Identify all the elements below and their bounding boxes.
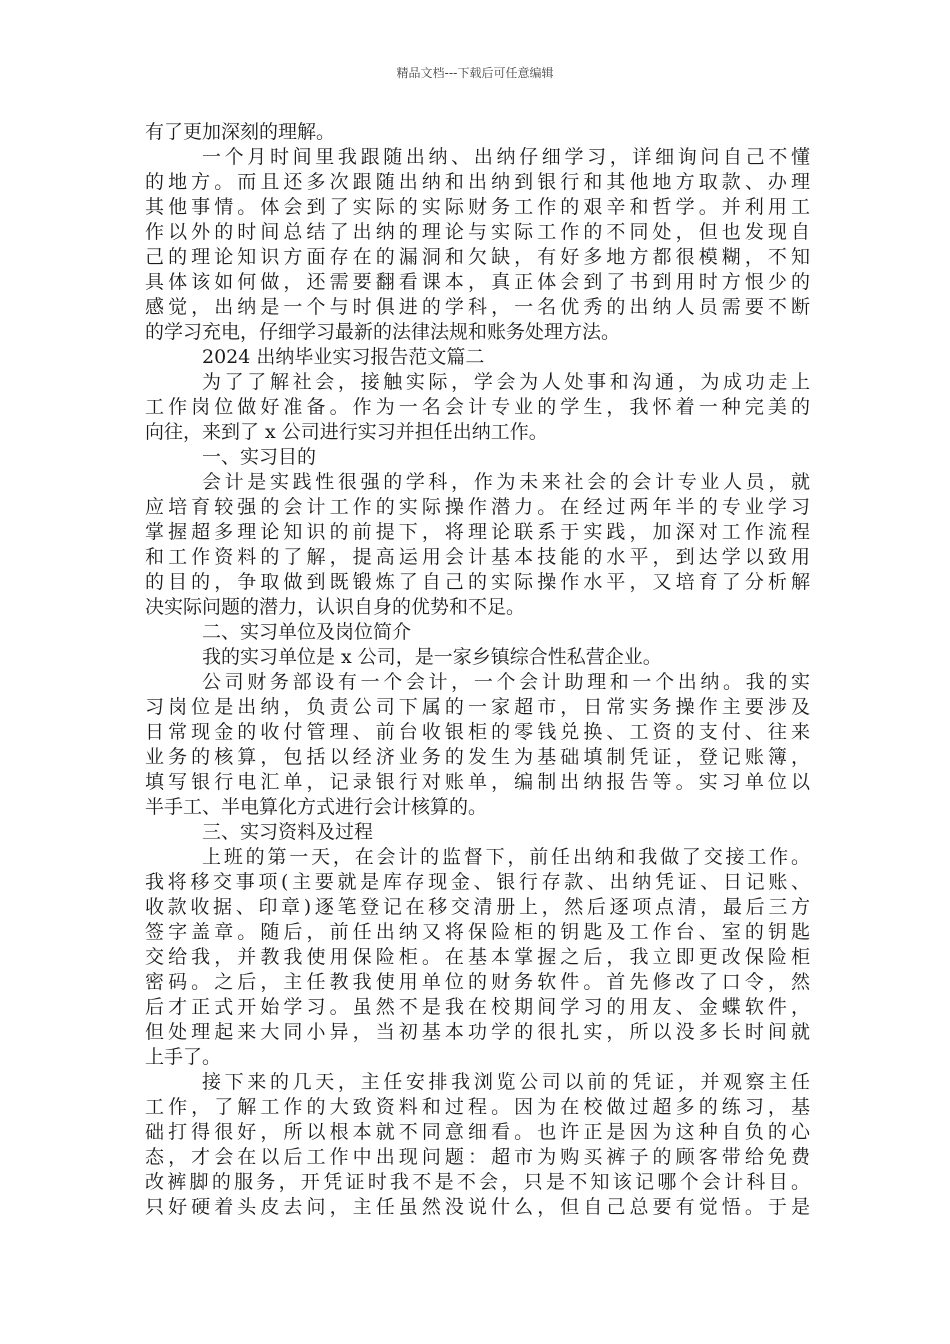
- text-line: 应培育较强的会计工作的实际操作潜力。在经过两年半的专业学习: [145, 496, 810, 518]
- text-line: 态，才会在以后工作中出现问题：超市为购买裤子的顾客带给免费: [145, 1146, 810, 1168]
- text-line: 的地方。而且还多次跟随出纳和出纳到银行和其他地方取款、办理: [145, 171, 810, 193]
- text-line: 决实际问题的潜力，认识自身的优势和不足。: [145, 596, 526, 618]
- text-line: 和工作资料的了解，提高运用会计基本技能的水平，到达学以致用: [145, 546, 810, 568]
- text-line: 会计是实践性很强的学科，作为未来社会的会计专业人员，就: [202, 471, 810, 493]
- text-line: 其他事情。体会到了实际的实际财务工作的艰辛和哲学。并利用工: [145, 196, 810, 218]
- text-line: 二、实习单位及岗位简介: [202, 621, 412, 643]
- text-line: 2024 出纳毕业实习报告范文篇二: [202, 346, 485, 368]
- text-line: 工作岗位做好准备。作为一名会计专业的学生，我怀着一种完美的: [145, 396, 810, 418]
- text-line: 上手了。: [145, 1046, 222, 1068]
- text-line: 三、实习资料及过程: [202, 821, 374, 843]
- document-body: [145, 120, 810, 1220]
- text-line: 我的实习单位是 x 公司，是一家乡镇综合性私营企业。: [202, 646, 662, 668]
- text-line: 为了了解社会，接触实际，学会为人处事和沟通，为成功走上: [202, 371, 810, 393]
- text-line: 的目的，争取做到既锻炼了自己的实际操作水平，又培育了分析解: [145, 571, 810, 593]
- text-line: 签字盖章。随后，前任出纳又将保险柜的钥匙及工作台、室的钥匙: [145, 921, 810, 943]
- text-line: 一、实习目的: [202, 446, 317, 468]
- text-line: 的学习充电，仔细学习最新的法律法规和账务处理方法。: [145, 321, 621, 343]
- text-line: 半手工、半电算化方式进行会计核算的。: [145, 796, 488, 818]
- text-line: 密码。之后，主任教我使用单位的财务软件。首先修改了口令，然: [145, 971, 810, 993]
- text-line: 后才正式开始学习。虽然不是我在校期间学习的用友、金蝶软件，: [145, 996, 810, 1018]
- text-line: 一个月时间里我跟随出纳、出纳仔细学习，详细询问自己不懂: [202, 146, 810, 168]
- text-line: 工作，了解工作的大致资料和过程。因为在校做过超多的练习，基: [145, 1096, 810, 1118]
- text-line: 但处理起来大同小异，当初基本功学的很扎实，所以没多长时间就: [145, 1021, 810, 1043]
- text-line: 接下来的几天，主任安排我浏览公司以前的凭证，并观察主任: [202, 1071, 810, 1093]
- text-line: 己的理论知识方面存在的漏洞和欠缺，有好多地方都很模糊，不知: [145, 246, 810, 268]
- text-line: 交给我，并教我使用保险柜。在基本掌握之后，我立即更改保险柜: [145, 946, 810, 968]
- text-line: 作以外的时间总结了出纳的理论与实际工作的不同处，但也发现自: [145, 221, 810, 243]
- text-line: 改裤脚的服务，开凭证时我不是不会，只是不知该记哪个会计科目。: [145, 1171, 810, 1193]
- text-line: 础打得很好，所以根本就不同意细看。也许正是因为这种自负的心: [145, 1121, 810, 1143]
- text-line: 收款收据、印章)逐笔登记在移交清册上，然后逐项点清，最后三方: [145, 896, 810, 918]
- text-line: 业务的核算，包括以经济业务的发生为基础填制凭证，登记账簿，: [145, 746, 810, 768]
- text-line: 有了更加深刻的理解。: [145, 121, 336, 143]
- text-line: 向往，来到了 x 公司进行实习并担任出纳工作。: [145, 421, 548, 443]
- text-line: 我将移交事项(主要就是库存现金、银行存款、出纳凭证、日记账、: [145, 871, 810, 893]
- text-line: 习岗位是出纳，负责公司下属的一家超市，日常实务操作主要涉及: [145, 696, 810, 718]
- text-line: 感觉，出纳是一个与时俱进的学科，一名优秀的出纳人员需要不断: [145, 296, 810, 318]
- page-header: 精品文档---下载后可任意编辑: [396, 66, 554, 80]
- text-line: 只好硬着头皮去问，主任虽然没说什么，但自己总要有觉悟。于是: [145, 1196, 810, 1218]
- text-line: 公司财务部设有一个会计，一个会计助理和一个出纳。我的实: [202, 671, 810, 693]
- text-line: 日常现金的收付管理、前台收银柜的零钱兑换、工资的支付、往来: [145, 721, 810, 743]
- text-line: 具体该如何做，还需要翻看课本，真正体会到了书到用时方恨少的: [145, 271, 810, 293]
- text-line: 上班的第一天，在会计的监督下，前任出纳和我做了交接工作。: [202, 846, 810, 868]
- text-line: 掌握超多理论知识的前提下，将理论联系于实践，加深对工作流程: [145, 521, 810, 543]
- text-line: 填写银行电汇单，记录银行对账单，编制出纳报告等。实习单位以: [145, 771, 810, 793]
